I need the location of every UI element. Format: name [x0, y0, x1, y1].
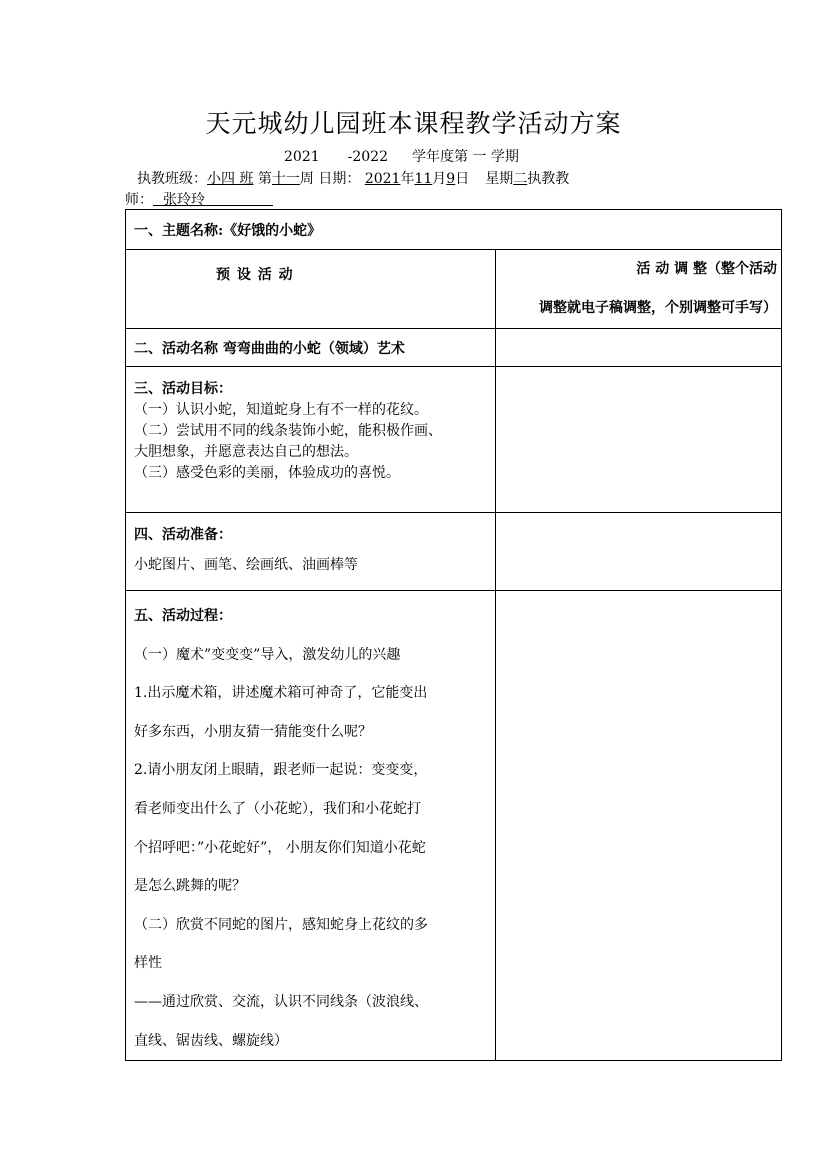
process-line-3: 好多东西，小朋友猜一猜能变什么呢？	[134, 723, 372, 740]
month-char: 月	[432, 171, 447, 187]
document-title: 天元城幼儿园班本课程教学活动方案	[205, 109, 622, 138]
class-value: 小四 班	[207, 171, 254, 187]
term-label: 学期	[490, 149, 519, 165]
process-adjust-cell	[496, 591, 782, 1061]
date-month: 11	[414, 171, 433, 187]
prep-content: 小蛇图片、画笔、绘画纸、油画棒等	[134, 557, 358, 573]
teacher-value: 张玲玲	[163, 192, 205, 208]
teacher-label-1: 执教教	[527, 171, 570, 187]
preset-activity-header: 预 设 活 动	[126, 250, 496, 329]
goal-item-1: （一）认识小蛇，知道蛇身上有不一样的花纹。	[134, 402, 428, 418]
process-heading: 五、活动过程：	[134, 608, 232, 624]
year-char: 年	[400, 171, 415, 187]
goals-heading: 三、活动目标：	[134, 381, 232, 397]
week-suffix: 周 日期：	[299, 171, 361, 187]
adjust-header-line-1: 活 动 调 整（整个活动	[636, 261, 778, 277]
teacher-line	[125, 189, 273, 209]
semester-line	[284, 146, 519, 166]
day-char: 日	[455, 171, 470, 187]
date-year: 2021	[364, 171, 401, 187]
weekday-label: 星期	[485, 171, 514, 187]
term-number: 一	[472, 149, 487, 165]
weekday-value: 二	[513, 171, 528, 187]
teacher-label-2: 师：	[125, 192, 153, 208]
date-day: 9	[446, 171, 456, 187]
theme-cell: 一、主题名称:《好饿的小蛇》	[126, 210, 782, 250]
process-line-11: 直线、锯齿线、螺旋线）	[134, 1032, 288, 1049]
process-cell	[126, 591, 496, 1061]
goal-item-2: （二）尝试用不同的线条装饰小蛇，能积极作画、	[134, 423, 442, 439]
start-year: 2021	[284, 149, 320, 165]
goal-item-3: 大胆想象，并愿意表达自己的想法。	[134, 444, 358, 460]
process-line-9: 样性	[134, 955, 162, 972]
process-line-8: （二）欣赏不同蛇的图片，感知蛇身上花纹的多	[134, 916, 428, 933]
prep-cell	[126, 513, 496, 591]
header-row	[126, 250, 782, 329]
process-line-10: ——通过欣赏、交流，认识不同线条（波浪线、	[134, 993, 428, 1010]
prep-adjust-cell	[496, 513, 782, 591]
process-line-5: 看老师变出什么了（小花蛇），我们和小花蛇打	[134, 800, 421, 817]
process-line-2: 1.出示魔术箱，讲述魔术箱可神奇了，它能变出	[134, 685, 428, 702]
process-line-6: 个招呼吧：”小花蛇好”， 小朋友你们知道小花蛇	[134, 839, 426, 856]
adjust-header-line-2: 调整就电子稿调整，个别调整可手写）	[539, 300, 778, 316]
goals-adjust-cell	[496, 367, 782, 513]
week-prefix: 第	[257, 171, 272, 187]
process-row	[126, 591, 782, 1061]
goal-item-4: （三）感受色彩的美丽，体验成功的喜悦。	[134, 465, 400, 481]
activity-table	[125, 209, 782, 1061]
week-value: 十一	[271, 171, 300, 187]
year-label: 学年度第	[412, 149, 468, 165]
end-year: -2022	[347, 149, 388, 165]
activity-name-adjust-cell	[496, 329, 782, 367]
process-line-4: 2.请小朋友闭上眼睛，跟老师一起说：变变变，	[134, 762, 428, 779]
info-line	[137, 168, 569, 188]
prep-row	[126, 513, 782, 591]
goals-cell	[126, 367, 496, 513]
process-line-7: 是怎么跳舞的呢？	[134, 878, 246, 895]
class-label: 执教班级：	[137, 171, 207, 187]
theme-row	[126, 210, 782, 250]
activity-name-row	[126, 329, 782, 367]
activity-name-cell: 二、活动名称 弯弯曲曲的小蛇（领域）艺术	[126, 329, 496, 367]
goals-row	[126, 367, 782, 513]
process-line-1: （一）魔术”变变变”导入，激发幼儿的兴趣	[134, 646, 401, 663]
adjust-header	[496, 250, 782, 329]
prep-heading: 四、活动准备：	[134, 527, 232, 543]
